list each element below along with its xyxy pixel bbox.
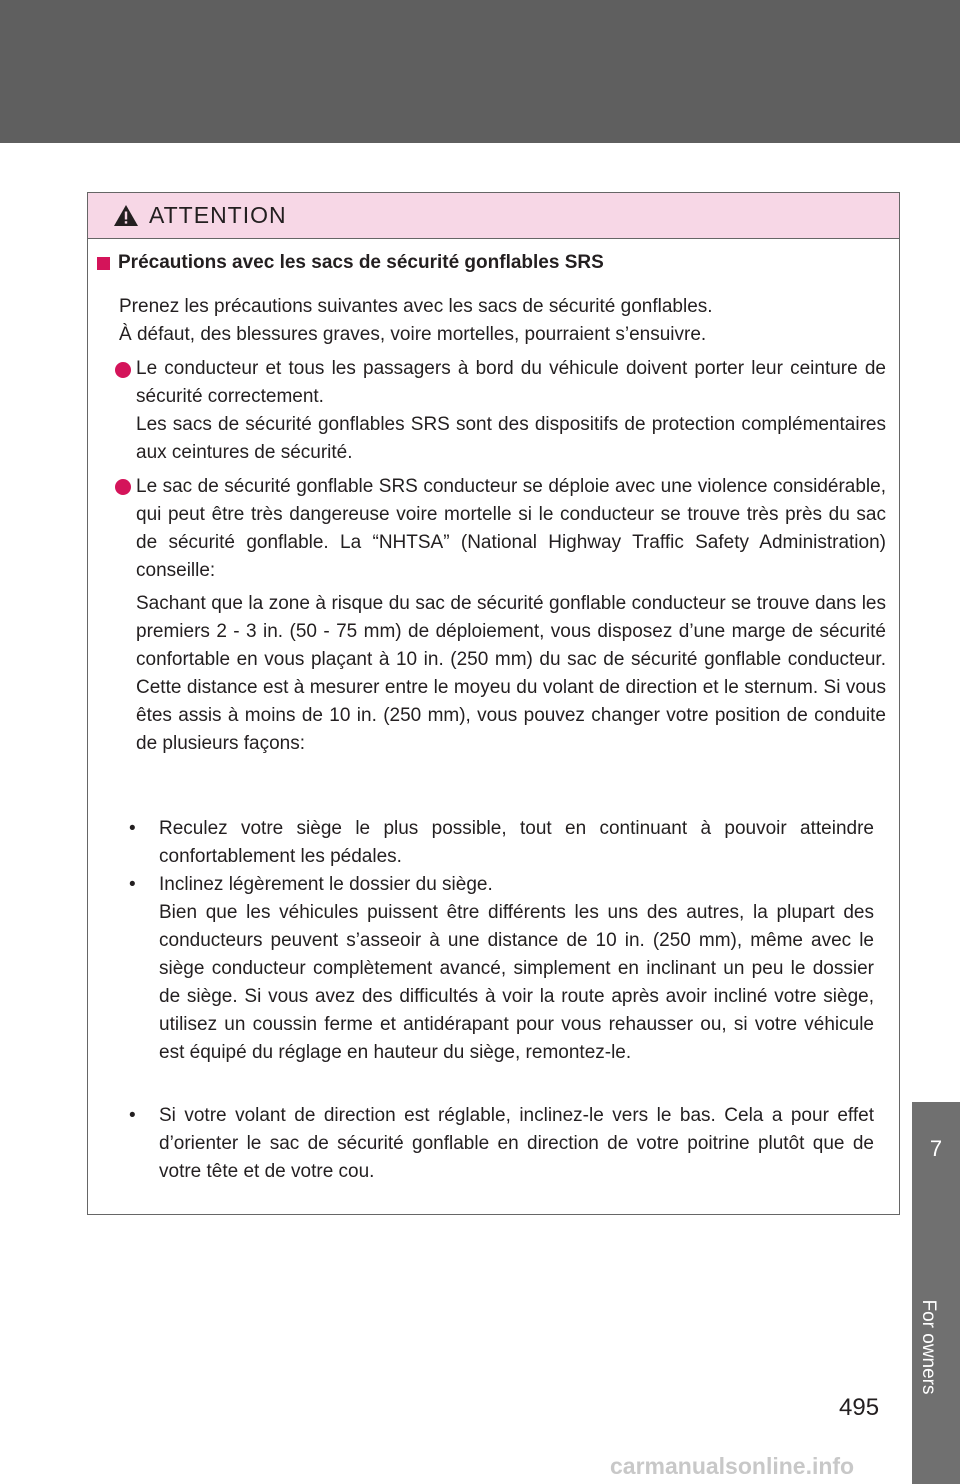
dot-bullet-icon: • [129, 818, 136, 839]
attention-header [88, 193, 899, 239]
sub-point-3: Si votre volant de direction est réglable, inclinez-le vers le bas. Cela a pour effet d’orienter le sac de sécurité gonflable en direction de votre poitrine plutôt que de votre tête et de votre cou. [159, 1105, 874, 1182]
point-1-text: Le conducteur et tous les passagers à bord du véhicule doivent porter leur ceinture de sécurité correctement. [136, 358, 886, 407]
section-heading [97, 249, 604, 277]
square-bullet-icon [97, 257, 110, 270]
dot-bullet-icon: • [129, 1105, 136, 1126]
watermark: carmanualsonline.info [610, 1453, 855, 1479]
dot-bullet-icon: • [129, 874, 136, 895]
round-bullet-icon [115, 362, 131, 378]
intro-line-2: À défaut, des blessures graves, voire mortelles, pourraient s’ensuivre. [119, 324, 707, 345]
sub-point-2-detail: Bien que les véhicules puissent être différents les uns des autres, la plupart des conducteurs peuvent s’asseoir à une distance de 10 in. (250 mm), même avec le siège conducteur complètement avancé, simplement en inclinant un peu le dossier de siège. Si vous avez des difficultés à voir la route après avoir incliné votre siège, utilisez un coussin ferme et antidérapant pour vous rehausser ou, si votre véhicule est équipé du réglage en hauteur du siège, remontez-le. [159, 902, 874, 1063]
top-band [0, 0, 960, 143]
warning-triangle-icon [113, 204, 139, 227]
attention-title: ATTENTION [149, 202, 287, 228]
chapter-label: For owners [918, 1299, 939, 1395]
chapter-number: 7 [929, 1136, 943, 1161]
sub-point-2: Inclinez légèrement le dossier du siège. [159, 874, 493, 895]
section-heading-text: Précautions avec les sacs de sécurité gonflables SRS [118, 252, 604, 273]
intro-line-1: Prenez les précautions suivantes avec les sacs de sécurité gonflables. [119, 296, 713, 317]
sub-point-1: Reculez votre siège le plus possible, tout en continuant à pouvoir atteindre confortablement les pédales. [159, 818, 874, 867]
chapter-side-tab [912, 1102, 960, 1484]
point-1-note: Les sacs de sécurité gonflables SRS sont des dispositifs de protection complémentaires aux ceintures de sécurité. [136, 414, 886, 463]
attention-box [87, 192, 900, 1215]
point-2-advice: Sachant que la zone à risque du sac de sécurité gonflable conducteur se trouve dans les premiers 2 - 3 in. (50 - 75 mm) de déploiement, vous disposez d’une marge de sécurité confortable en vous plaçant à 10 in. (250 mm) du sac de sécurité gonflable conducteur. Cette distance est à mesurer entre le moyeu du volant de direction et le sternum. Si vous êtes assis à moins de 10 in. (250 mm), vous pouvez changer votre position de conduite de plusieurs façons: [136, 593, 886, 754]
page-number: 495 [839, 1394, 880, 1421]
round-bullet-icon [115, 479, 131, 495]
point-2-text: Le sac de sécurité gonflable SRS conducteur se déploie avec une violence considérable, qui peut être très dangereuse voire mortelle si le conducteur se trouve très près du sac de sécurité gonflable. La “NHTSA” (National Highway Traffic Safety Administration) conseille: [136, 476, 886, 581]
